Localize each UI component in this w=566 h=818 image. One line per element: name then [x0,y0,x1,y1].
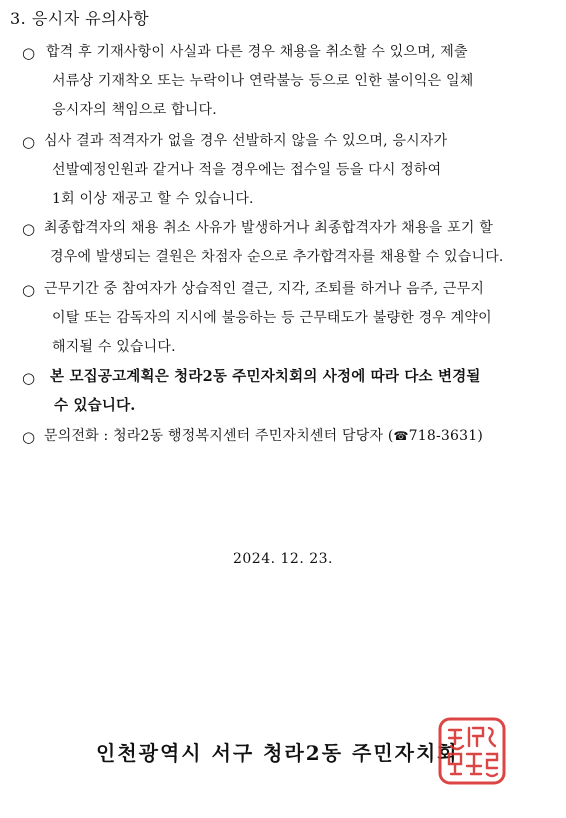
circle-bullet-icon: ○ [22,369,36,387]
document-date: 2024. 12. 23. [232,551,333,567]
circle-bullet-icon: ○ [22,281,36,299]
official-seal-icon [437,716,507,786]
notice-line: 1회 이상 재공고 할 수 있습니다. [52,191,254,207]
notice-line: 응시자의 책임으로 합니다. [52,102,217,118]
circle-bullet-icon: ○ [22,44,36,62]
notice-line: 수 있습니다. [54,397,136,414]
circle-bullet-icon: ○ [22,428,36,446]
notice-line: 심사 결과 적격자가 없을 경우 선발하지 않을 수 있으며, 응시자가 [44,133,448,149]
notice-line: 본 모집공고계획은 청라2동 주민자치회의 사정에 따라 다소 변경될 [50,368,481,385]
notice-line: 이탈 또는 감독자의 지시에 불응하는 등 근무태도가 불량한 경우 계약이 [52,310,492,326]
notice-line: 경우에 발생되는 결원은 차점자 순으로 추가합격자를 채용할 수 있습니다. [50,249,504,265]
notice-line: 합격 후 기재사항이 사실과 다른 경우 채용을 취소할 수 있으며, 제출 [46,44,468,60]
contact-phone: 718-3631) [408,428,484,444]
notice-line: 선발예정인원과 같거나 적을 경우에는 접수일 등을 다시 정하여 [52,162,442,178]
telephone-icon: ☎ [393,429,409,443]
circle-bullet-icon: ○ [22,133,36,151]
notice-line: 해지될 수 있습니다. [52,339,176,355]
contact-line [44,427,483,445]
notice-line: 서류상 기재착오 또는 누락이나 연락불능 등으로 인한 불이익은 일체 [52,73,474,89]
circle-bullet-icon: ○ [22,220,36,238]
section-title: 3. 응시자 유의사항 [10,9,150,28]
seal-strokes [449,728,497,776]
notice-line: 최종합격자의 채용 취소 사유가 발생하거나 최종합격자가 채용을 포기 할 [44,220,493,236]
organization-name: 인천광역시 서구 청라2동 주민자치회 [96,741,459,765]
notice-line: 근무기간 중 참여자가 상습적인 결근, 지각, 조퇴를 하거나 음주, 근무지 [44,281,485,297]
contact-text: 문의전화 : 청라2동 행정복지센터 주민자치센터 담당자 ( [44,428,394,444]
